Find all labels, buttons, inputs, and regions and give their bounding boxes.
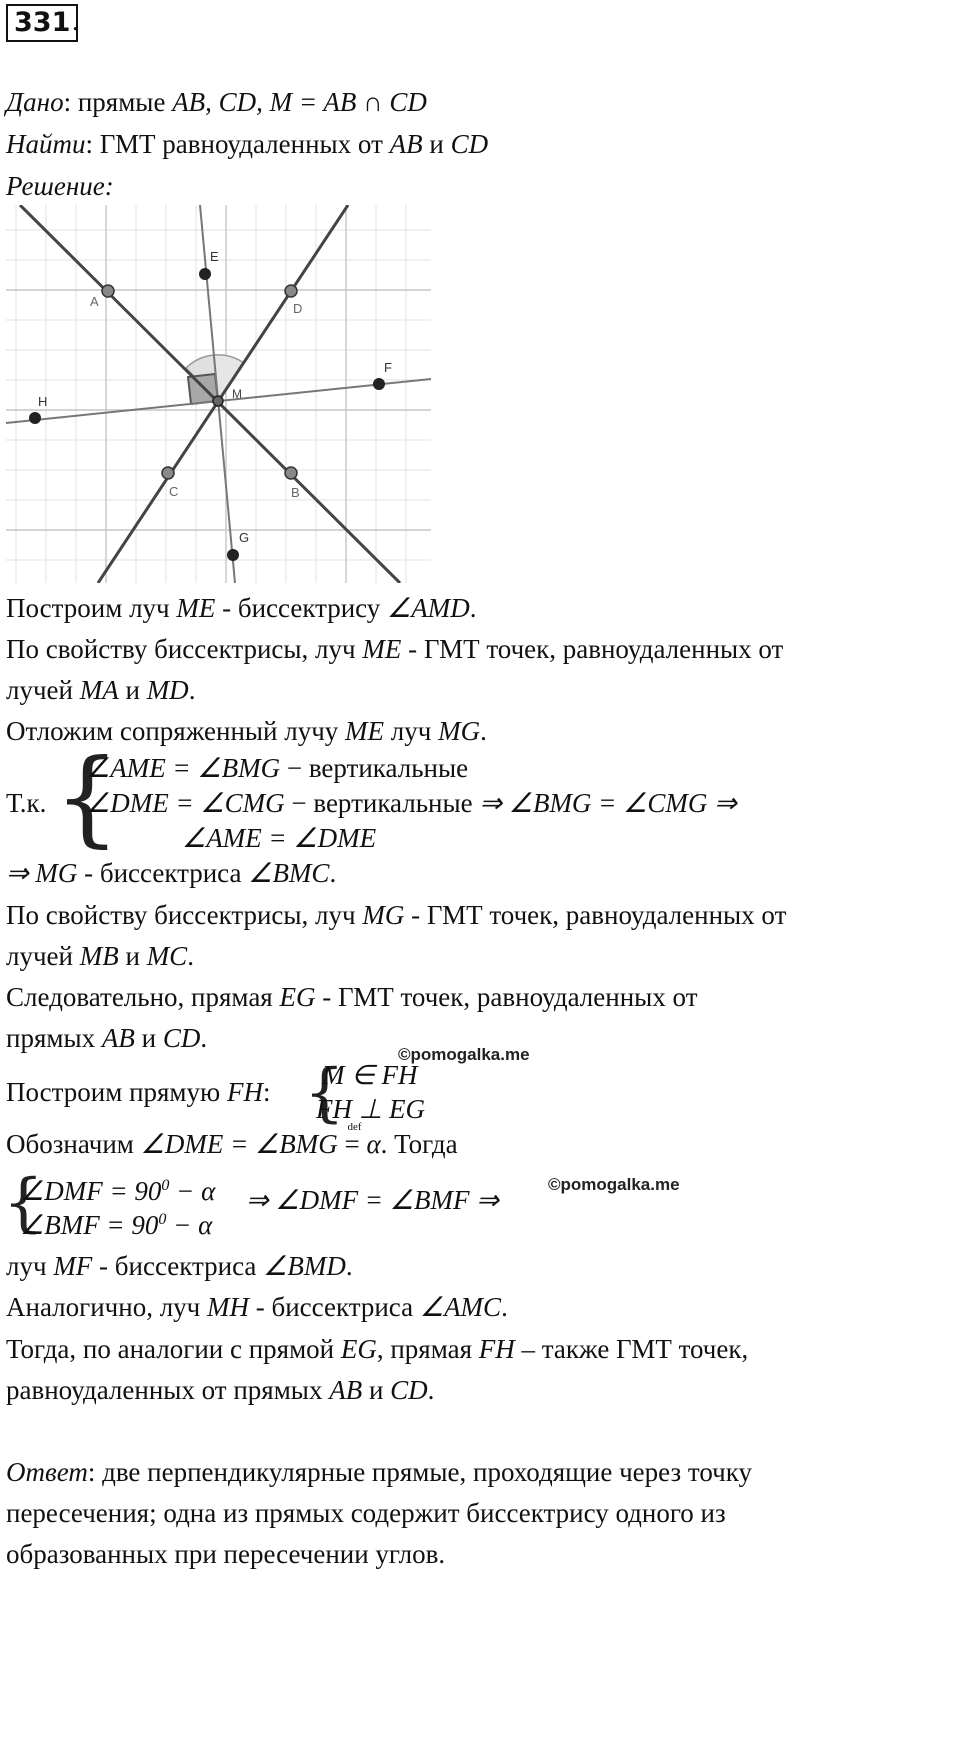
given-line: Дано: прямые AB, CD, M = AB ∩ CD [6, 87, 427, 117]
text-line-6: По свойству биссектрисы, луч MG - ГМТ точек, равноудаленных от [6, 900, 787, 930]
text-line-11: Аналогично, луч MH - биссектриса ∠AMC. [6, 1292, 508, 1322]
point-d-label: D [293, 301, 303, 316]
problem-number-dot: . [72, 6, 79, 36]
system2-brace: { [3, 1166, 44, 1240]
text-line-12: Тогда, по аналогии с прямой EG, прямая FH – также ГМТ точек, [6, 1334, 749, 1364]
solution-label: Решение: [6, 171, 114, 201]
build-fh-row-1: M ∈ FH [322, 1060, 418, 1090]
point-e [199, 249, 219, 280]
text-line-8: Следовательно, прямая EG - ГМТ точек, равноудаленных от [6, 982, 698, 1012]
system1-row-1: ∠AME = ∠BMG − вертикальные [86, 753, 469, 783]
answer-label: Ответ [6, 1457, 88, 1487]
find-line: Найти: ГМТ равноудаленных от AB и CD [6, 129, 489, 159]
point-f-label: F [384, 360, 392, 375]
answer-line-2: пересечения; одна из прямых содержит биссектрису одного из [6, 1498, 726, 1528]
point-b [285, 467, 300, 500]
point-a [90, 285, 114, 309]
problem-number: 331 [6, 4, 78, 42]
watermark-1: ©pomogalka.me [398, 1045, 530, 1064]
answer-line-3: образованных при пересечении углов. [6, 1539, 446, 1569]
text-line-9: прямых AB и CD. [6, 1023, 208, 1053]
text-line-7: лучей MB и MC. [6, 941, 194, 971]
point-m-label: M [232, 387, 242, 401]
text-line-5: ⇒ MG - биссектриса ∠BMC. [6, 858, 337, 888]
system2-row-2: ∠BMF = $90^0 - \alpha$ [20, 1210, 213, 1240]
answer-line-1: Ответ: две перпендикулярные прямые, проходящие через точку [6, 1457, 752, 1487]
point-a-label: A [90, 294, 99, 309]
text-line-2: По свойству биссектрисы, луч ME - ГМТ точек, равноудаленных от [6, 634, 784, 664]
system1-brace: { [54, 736, 121, 858]
geometry-figure [6, 205, 431, 583]
build-fh-line: Построим прямую FH: [6, 1077, 271, 1107]
find-label: Найти [6, 129, 86, 159]
denote-line: Обозначим ∠DME = ∠BMG def = α. Тогда [6, 1121, 458, 1159]
build-fh-brace: { [304, 1056, 345, 1130]
system1-row-2: ∠DME = ∠CMG − вертикальные ⇒ ∠BMG = ∠CMG ⇒ [86, 788, 737, 818]
text-line-1: Построим луч ME - биссектрису ∠AMD. [6, 593, 477, 623]
point-b-label: B [291, 485, 300, 500]
given-label: Дано [6, 87, 64, 117]
point-g-label: G [239, 530, 250, 545]
text-line-10: луч MF - биссектриса ∠BMD. [6, 1251, 353, 1281]
system2-rhs: ⇒ ∠DMF = ∠BMF ⇒ [246, 1185, 499, 1215]
system1-prefix: Т.к. [6, 788, 47, 818]
text-line-4: Отложим сопряженный лучу ME луч MG. [6, 716, 487, 746]
text-line-3: лучей MA и MD. [6, 675, 196, 705]
build-fh-row-2: FH ⊥ EG [316, 1094, 426, 1124]
point-h-label: H [38, 394, 48, 409]
system1-row-3: ∠AME = ∠DME [182, 823, 377, 853]
system2-row-1: ∠DMF = $90^0 - \alpha$ [20, 1176, 216, 1206]
watermark-2: ©pomogalka.me [548, 1175, 680, 1194]
point-c-label: C [169, 484, 179, 499]
text-line-13: равноудаленных от прямых AB и CD. [6, 1375, 435, 1405]
point-e-label: E [210, 249, 219, 264]
